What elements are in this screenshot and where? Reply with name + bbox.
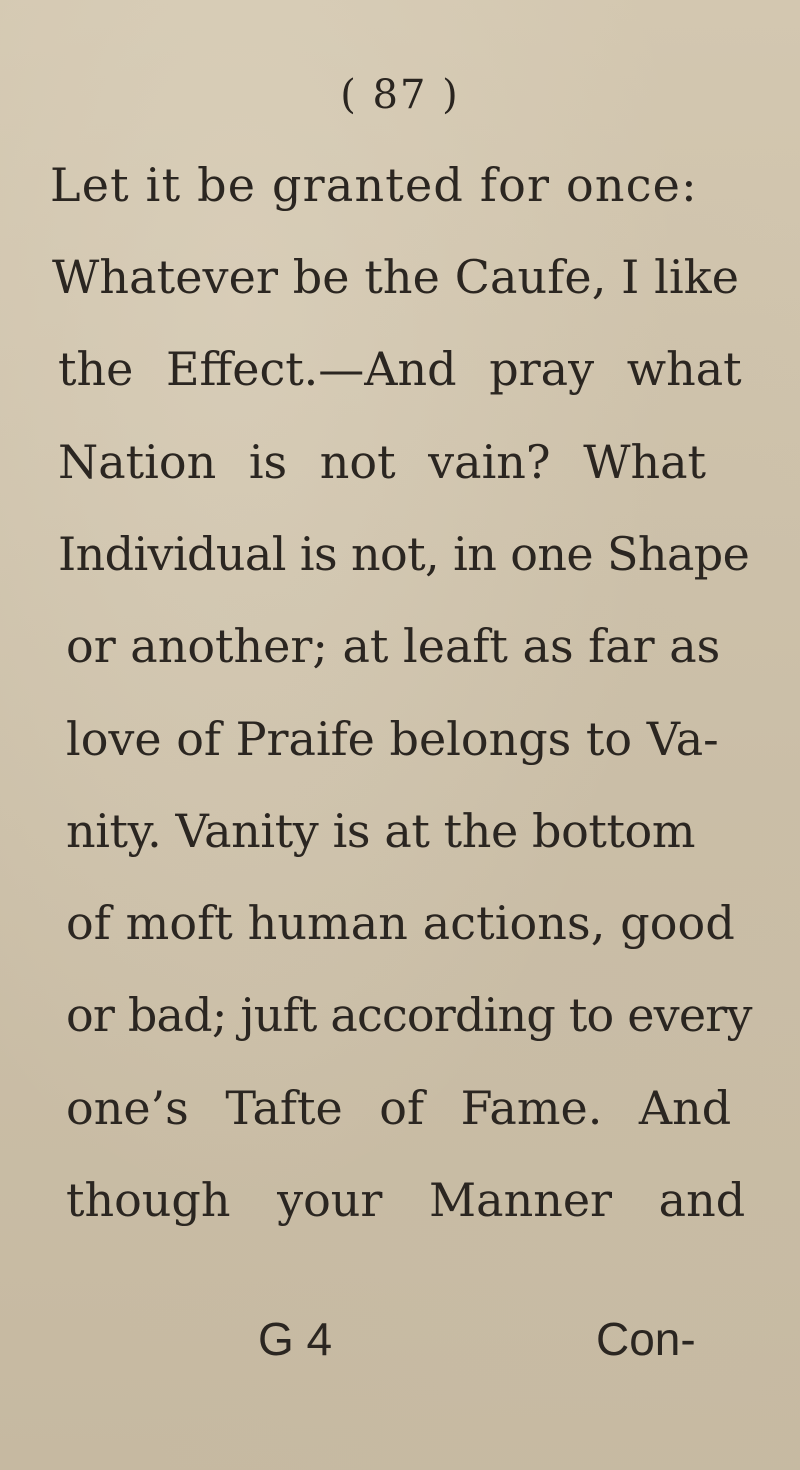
text-line: Individual is not, in one Shape xyxy=(58,527,750,581)
text-line: Nation is not vain? What xyxy=(58,435,707,489)
text-line: love of Praife belongs to Va- xyxy=(66,712,719,766)
text-line: or bad; juft according to every xyxy=(66,988,752,1042)
footer-line xyxy=(0,1310,800,1368)
signature-mark: G 4 xyxy=(258,1313,333,1365)
text-line: nity. Vanity is at the bottom xyxy=(66,804,696,858)
text-line: the Effect.—And pray what xyxy=(58,342,742,396)
text-line: Whatever be the Caufe, I like xyxy=(52,250,740,304)
text-line: one’s Tafte of Fame. And xyxy=(66,1081,732,1135)
text-line: Let it be granted for once: xyxy=(50,158,698,212)
text-line: though your Manner and xyxy=(66,1173,746,1227)
page-number: ( 87 ) xyxy=(340,72,460,118)
text-line: of moft human actions, good xyxy=(66,896,735,950)
text-line: or another; at leaft as far as xyxy=(66,619,721,673)
catchword: Con- xyxy=(596,1313,696,1365)
